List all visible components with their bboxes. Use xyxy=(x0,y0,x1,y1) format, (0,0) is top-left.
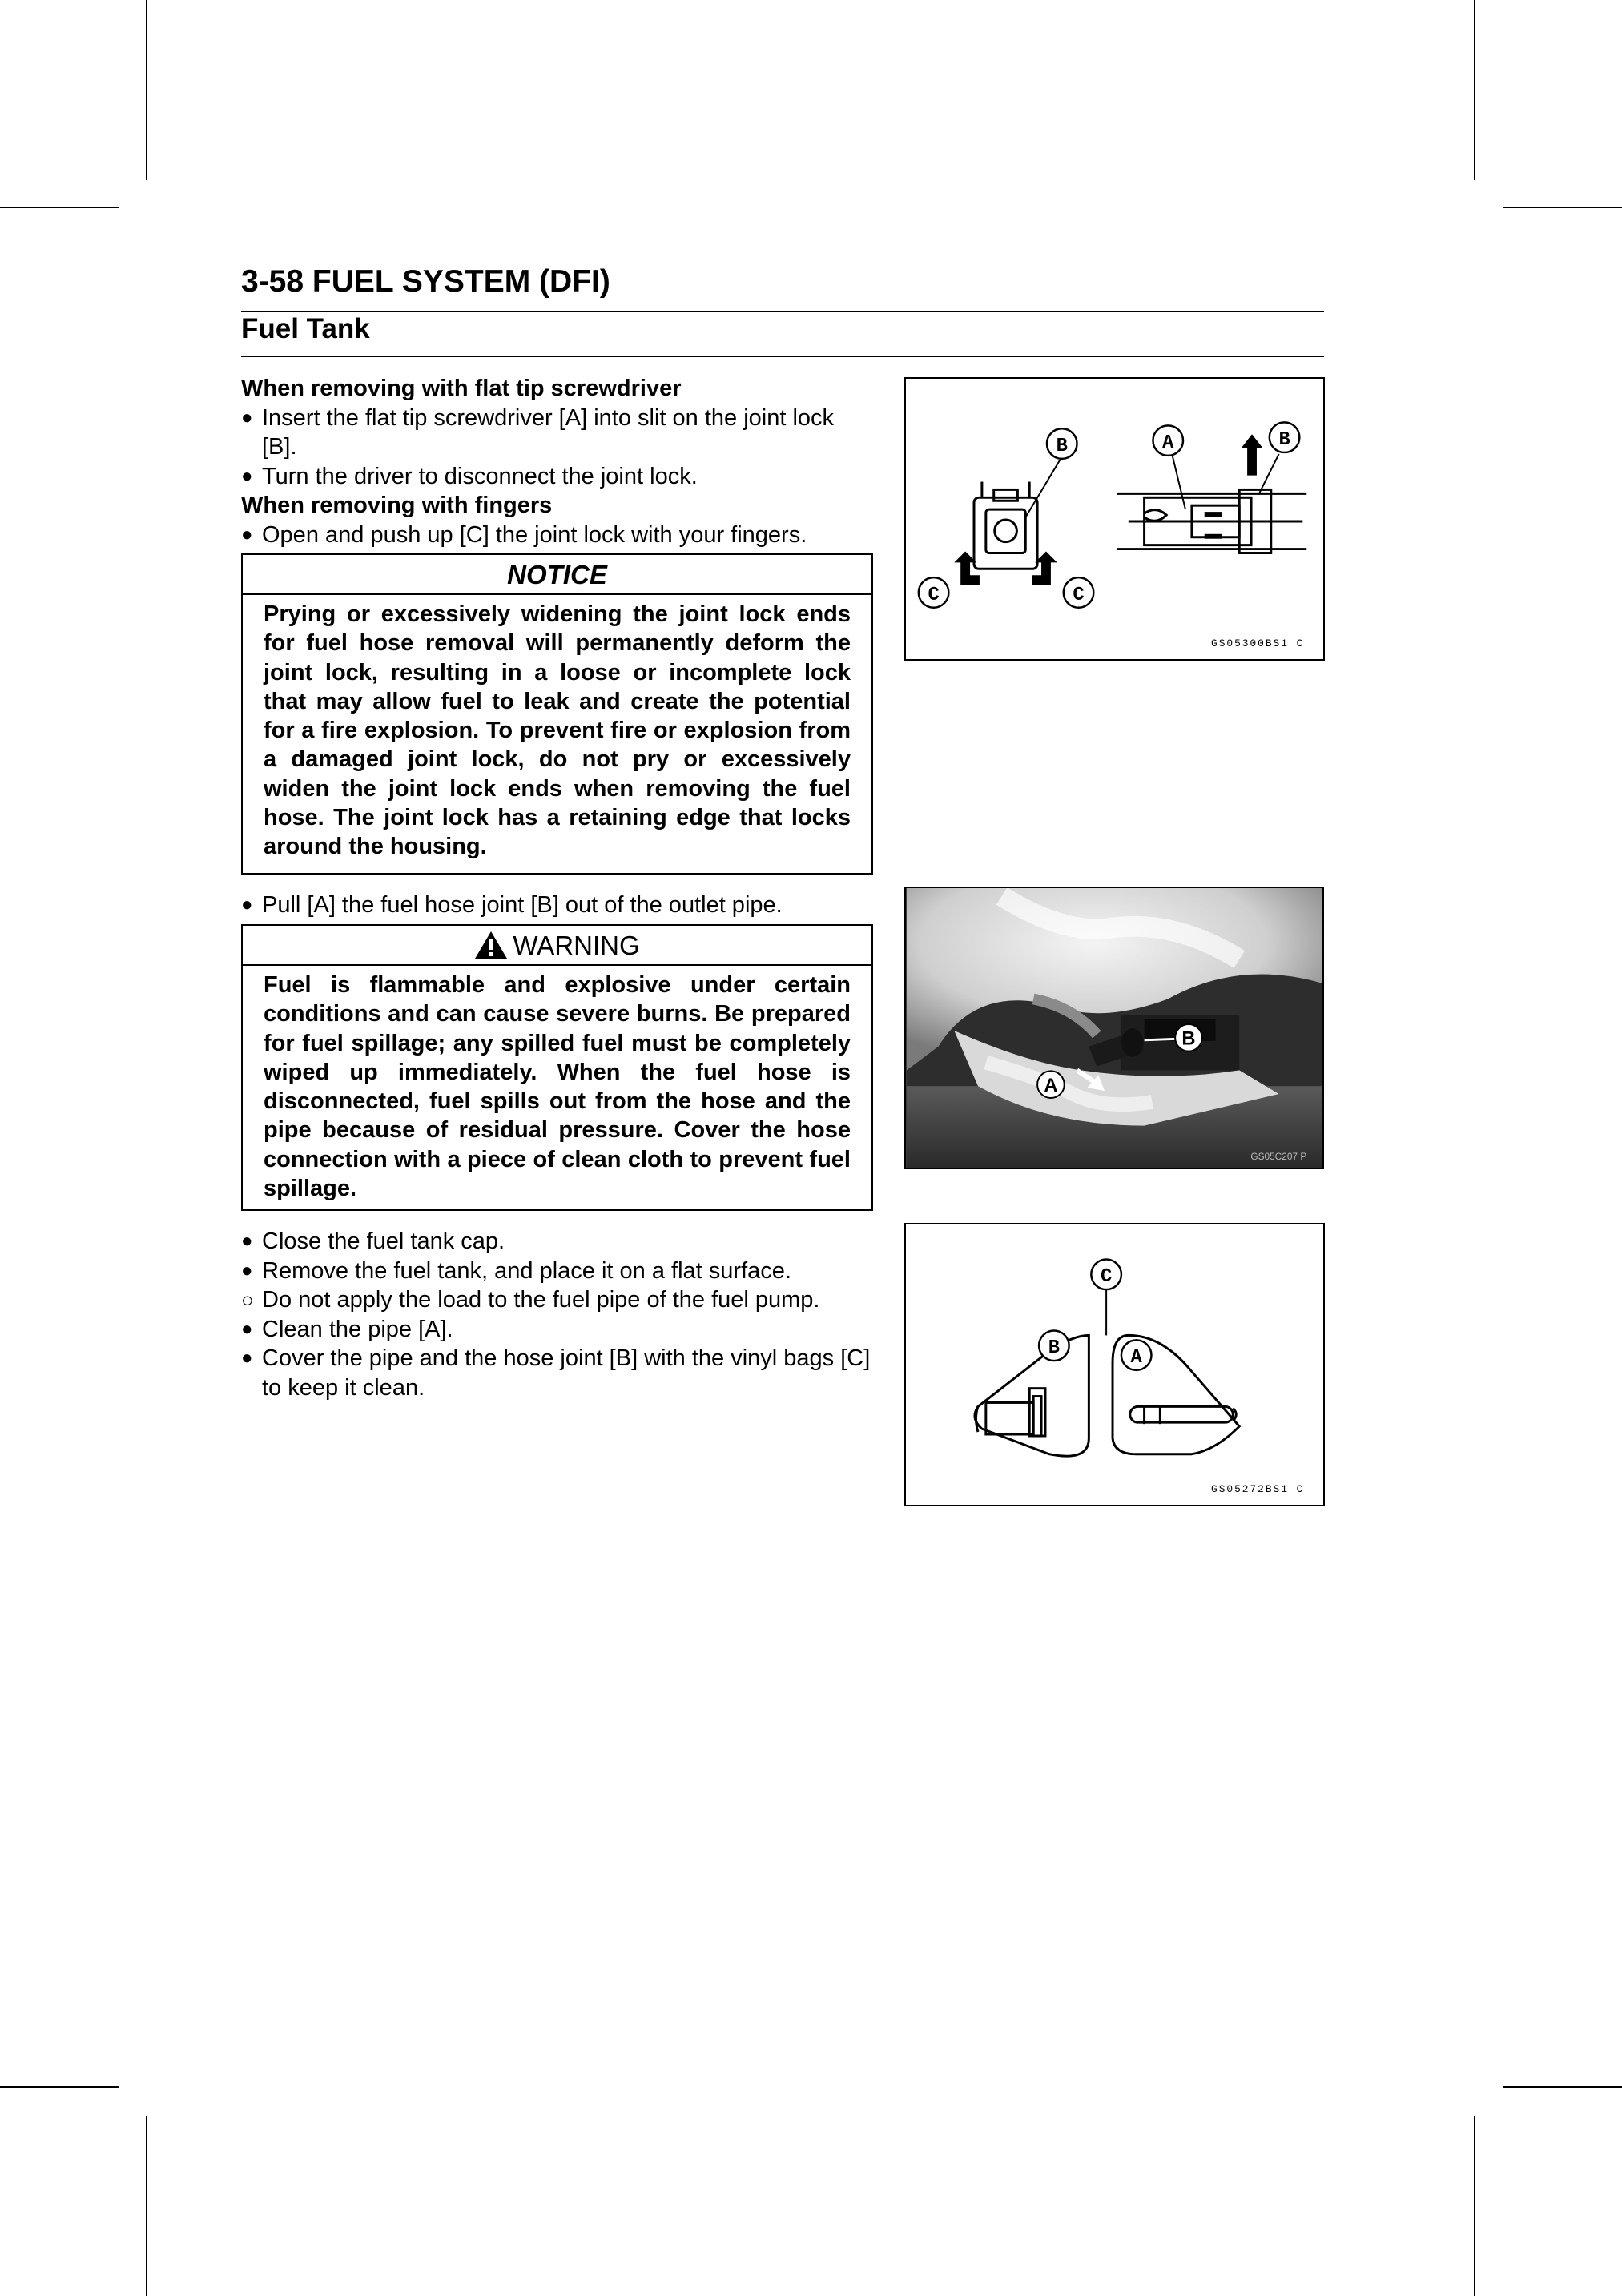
instruction-item: ● Close the fuel tank cap. xyxy=(241,1227,874,1257)
crop-mark xyxy=(1503,2086,1622,2088)
fuel-hose-photo xyxy=(906,888,1322,1168)
warning-title: WARNING xyxy=(513,930,640,960)
svg-text:B: B xyxy=(1181,1028,1196,1050)
warning-body: Fuel is flammable and explosive under certain conditions and can cause severe burns. Be prepared for fuel spillage; any spilled fuel must be completely wiped up immediately. When the fuel hose is disconnected, fuel spills out from the hose and the pipe because of residual pressure. Cover the hose connection with a piece of clean cloth to prevent fuel spillage. xyxy=(264,972,851,1202)
joint-lock-illustration xyxy=(906,379,1323,659)
up-arrow-icon xyxy=(1241,434,1263,475)
bullet-icon: ● xyxy=(241,894,253,915)
figure-code: GS05C207 P xyxy=(1250,1151,1307,1163)
callout-a xyxy=(1121,1340,1152,1370)
bullet-icon: ● xyxy=(241,464,253,487)
callout-b xyxy=(1047,428,1077,459)
header-rule xyxy=(241,311,1324,312)
callout-b xyxy=(1039,1330,1069,1361)
warning-triangle-icon xyxy=(474,931,508,959)
instruction-item: ● Cover the pipe and the hose joint [B] with the vinyl bags [C] to keep it clean. xyxy=(241,1345,871,1401)
crop-mark xyxy=(1474,0,1475,180)
instruction-subitem: ○ Do not apply the load to the fuel pipe of the fuel pump. xyxy=(241,1285,874,1315)
instruction-item: ● Open and push up [C] the joint lock with your fingers. xyxy=(241,521,874,550)
svg-text:A: A xyxy=(1130,1347,1142,1369)
instruction-block-screwdriver xyxy=(241,374,874,549)
notice-title: NOTICE xyxy=(243,555,871,595)
callout-a xyxy=(1153,425,1183,456)
callout-b xyxy=(1270,422,1300,452)
svg-text:B: B xyxy=(1048,1337,1060,1360)
vinyl-bag-outlines xyxy=(975,1335,1239,1456)
fuel-pipe-drawing xyxy=(1130,1405,1236,1424)
svg-text:B: B xyxy=(1278,429,1290,452)
svg-text:A: A xyxy=(1162,432,1174,455)
subheading-flat-tip-screwdriver: When removing with flat tip screwdriver xyxy=(241,376,682,401)
bullet-icon: ● xyxy=(241,1317,253,1340)
instruction-item: ● Remove the fuel tank, and place it on a flat surface. xyxy=(241,1257,874,1286)
crop-mark xyxy=(146,2116,147,2296)
bullet-icon: ● xyxy=(241,1230,253,1252)
callout-c xyxy=(1091,1260,1121,1290)
crop-mark xyxy=(1474,2116,1475,2296)
hose-joint-drawing xyxy=(976,1389,1045,1436)
instruction-block-tank xyxy=(241,1227,874,1402)
figure-joint-lock xyxy=(904,377,1325,661)
callout-b xyxy=(1175,1024,1202,1051)
svg-text:C: C xyxy=(1101,1266,1113,1289)
warning-header xyxy=(243,926,871,966)
crop-mark xyxy=(146,0,147,180)
joint-lock-front-view xyxy=(974,482,1037,569)
leader-lines xyxy=(1025,454,1278,517)
callout-c xyxy=(919,577,949,608)
detail-mark xyxy=(1205,512,1222,517)
section-rule xyxy=(241,356,1324,357)
svg-text:C: C xyxy=(1073,584,1085,606)
figure-fuel-hose-photo xyxy=(904,887,1324,1169)
bullet-icon: ● xyxy=(241,406,253,428)
figure-vinyl-bags xyxy=(904,1223,1325,1506)
instruction-item: ● Pull [A] the fuel hose joint [B] out of the outlet pipe. xyxy=(241,891,874,920)
callout-c xyxy=(1064,577,1094,608)
callout-a xyxy=(1037,1071,1065,1098)
open-bullet-icon: ○ xyxy=(241,1288,254,1312)
crop-mark xyxy=(0,2086,119,2088)
instruction-item: ● Clean the pipe [A]. xyxy=(241,1315,874,1345)
page-header-title: 3-58 FUEL SYSTEM (DFI) xyxy=(241,264,610,299)
figure-code: GS05300BS1 C xyxy=(1211,637,1305,650)
bullet-icon: ● xyxy=(241,1259,253,1281)
crop-mark xyxy=(0,207,119,208)
figure-code: GS05272BS1 C xyxy=(1211,1483,1305,1496)
crop-mark xyxy=(1503,207,1622,208)
subheading-with-fingers: When removing with fingers xyxy=(241,493,553,518)
vinyl-bags-illustration xyxy=(906,1224,1323,1505)
svg-text:C: C xyxy=(928,584,940,606)
instruction-item: ● Insert the flat tip screwdriver [A] into slit on the joint lock [B]. xyxy=(241,404,835,460)
instruction-block-pull xyxy=(241,891,874,920)
bullet-icon: ● xyxy=(241,1347,253,1369)
instruction-item: ● Turn the driver to disconnect the joint lock. xyxy=(241,462,874,492)
bullet-icon: ● xyxy=(241,523,253,545)
svg-text:B: B xyxy=(1056,435,1068,457)
notice-body: Prying or excessively widening the joint lock ends for fuel hose removal will permanently deform the joint lock, resulting in a loose or incomplete lock that may allow fuel to leak and create the potential for a fire explosion. To prevent fire or explosion from a damaged joint lock, do not pry or excessively widen the joint lock ends when removing the fuel hose. The joint lock has a retaining edge that locks around the housing. xyxy=(264,601,851,860)
detail-mark xyxy=(1205,534,1222,539)
notice-box xyxy=(241,553,873,875)
svg-text:A: A xyxy=(1044,1076,1058,1097)
warning-box xyxy=(241,924,873,1211)
section-title: Fuel Tank xyxy=(241,313,370,344)
hose-joint-side-view xyxy=(1117,489,1306,553)
